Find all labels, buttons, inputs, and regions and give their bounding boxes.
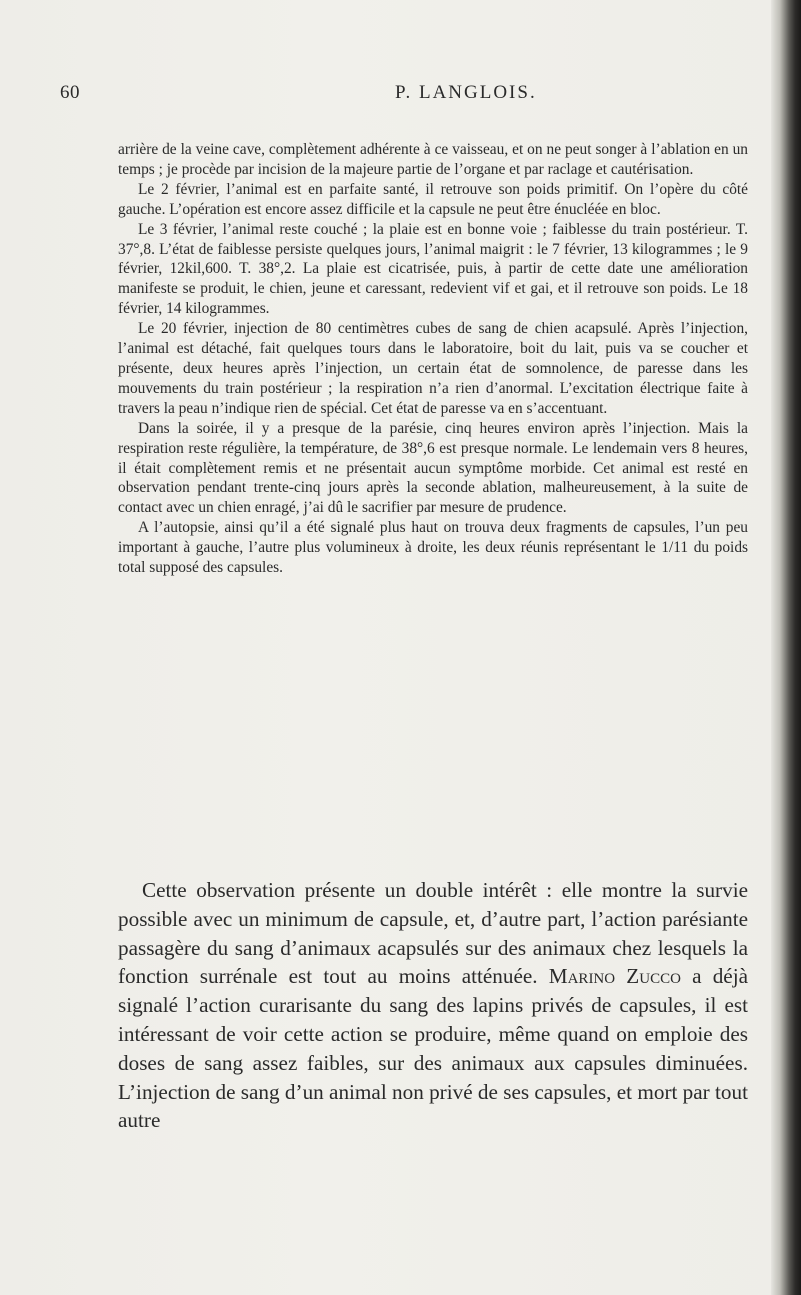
running-head xyxy=(60,82,760,116)
paragraph-evening: Dans la soirée, il y a presque de la parésie, cinq heures environ après l’injection. Mais la respiration reste régulière, la température, de 38°,6 est presque normale. Le lendemain vers 8 heures, il était complètement remis et ne présentait aucun symptôme morbide. Cet animal est resté en observation pendant trente-cinq jours après la seconde ablation, malheureusement, à la suite de contact avec un chien enragé, j’ai dû le sacrifier par mesure de prudence. xyxy=(118,419,748,517)
discussion-text-part-1: Cette observation présente un double intérêt : elle montre la survie possible avec un minimum de capsule, et, d’autre part, l’action parésiante passagère du sang d’animaux acapsulés sur des animaux chez lesquels la fonction surrénale est tout au moins atténuée. xyxy=(118,878,748,989)
author-running-title: P. LANGLOIS. xyxy=(395,82,537,103)
discussion-text xyxy=(118,876,748,1135)
paragraph-feb-20: Le 20 février, injection de 80 centimètres cubes de sang de chien acapsulé. Après l’injection, l’animal est détaché, fait quelques tours dans le laboratoire, boit du lait, puis va se coucher et présente, deux heures après l’injection, un certain état de somnolence, de paresse dans les mouvements du train postérieur ; la respiration n’a rien d’anormal. L’excitation électrique faite à travers la peau n’indique rien de spécial. Cet état de paresse va en s’accentuant. xyxy=(118,320,748,417)
paragraph-feb-2: Le 2 février, l’animal est en parfaite santé, il retrouve son poids primitif. On l’opère du côté gauche. L’opération est encore assez difficile et la capsule ne peut être énucléée en bloc. xyxy=(118,180,748,218)
paragraph-continuation: arrière de la veine cave, complètement adhérente à ce vaisseau, et on ne peut songer à l’ablation en un temps ; je procède par incision de la majeure partie de l’organe et par raclage et cautérisation. xyxy=(118,141,748,178)
paragraph-autopsy: A l’autopsie, ainsi qu’il a été signalé plus haut on trouva deux fragments de capsules, l’un peu important à gauche, l’autre plus volumineux à droite, les deux réunis représentant le 1/11 du poids total supposé des capsules. xyxy=(118,519,748,577)
page-edge-shadow xyxy=(771,0,801,1295)
case-notes-text xyxy=(118,140,748,578)
discussion-paragraph xyxy=(118,876,748,1135)
page-number: 60 xyxy=(60,82,80,103)
cited-author-name: Marino Zucco xyxy=(548,964,681,989)
discussion-text-part-2: a déjà signalé l’action curarisante du sang des lapins privés de capsules, il est intéressant de voir cette action se produire, même quand on emploie des doses de sang assez faibles, sur des animaux aux capsules diminuées. L’injection de sang d’un animal non privé de ses capsules, et mort par tout autre xyxy=(118,964,748,1133)
paragraph-feb-3: Le 3 février, l’animal reste couché ; la plaie est en bonne voie ; faiblesse du train postérieur. T. 37°,8. L’état de faiblesse persiste quelques jours, l’animal maigrit : le 7 février, 13 kilogrammes ; le 9 février, 12kil,600. T. 38°,2. La plaie est cicatrisée, puis, à partir de cette date une amélioration manifeste se produit, le chien, jeune et caressant, redevient vif et gai, et il retrouve son poids. Le 18 février, 14 kilogrammes. xyxy=(118,220,748,318)
